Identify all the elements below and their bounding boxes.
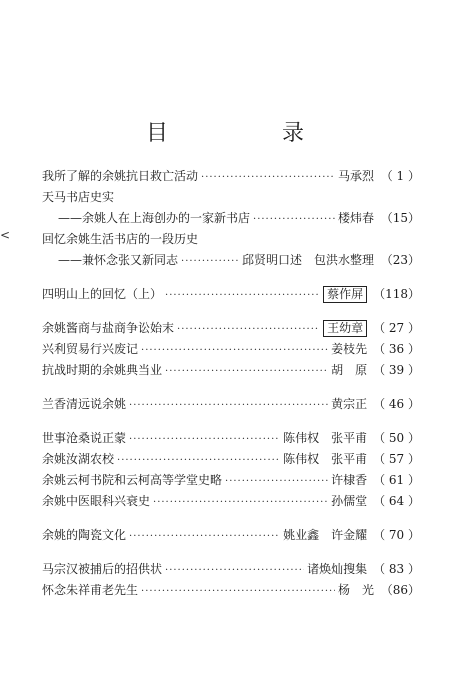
entry-title: 怀念朱祥甫老先生	[42, 583, 139, 597]
entry-title: 世事沧桑说正蒙	[42, 431, 127, 445]
entry-author: 胡 原	[331, 363, 368, 377]
entry-author: 黄宗正	[331, 397, 368, 411]
entry-author: 邱贤明口述 包洪水整理	[241, 253, 374, 267]
toc-entry	[42, 360, 420, 381]
toc-entry-subtitle	[42, 250, 420, 271]
entry-page: （ 46 ）	[373, 397, 420, 411]
dot-leader	[117, 450, 280, 471]
toc-entry	[42, 470, 420, 491]
dot-leader	[129, 429, 280, 450]
entry-title: 兰香清远说余姚	[42, 397, 127, 411]
entry-page: （23）	[380, 253, 420, 267]
entry-title: 我所了解的余姚抗日救亡活动	[42, 169, 199, 183]
group-gap	[42, 546, 420, 559]
entry-title: 余姚云柯书院和云柯高等学堂史略	[42, 473, 223, 487]
dot-leader	[165, 560, 304, 581]
dot-leader	[165, 361, 328, 382]
entry-author: 孙儒堂	[331, 494, 368, 508]
entry-page: （118）	[373, 287, 420, 301]
entry-title: 马宗汉被捕后的招供状	[42, 562, 163, 576]
entry-title: 四明山上的回忆（上）	[42, 287, 163, 301]
dot-leader	[201, 167, 335, 188]
toc-entry	[42, 318, 420, 339]
dot-leader	[141, 581, 335, 602]
table-of-contents	[42, 166, 420, 601]
dot-leader	[129, 395, 328, 416]
dot-leader	[141, 340, 328, 361]
entry-author: 诸焕灿搜集	[307, 562, 368, 576]
toc-entry	[42, 394, 420, 415]
scan-edge-mark: <	[0, 228, 11, 242]
toc-entry	[42, 166, 420, 187]
entry-author: 王幼章	[323, 320, 367, 337]
toc-entry-heading	[42, 187, 420, 208]
page-title: 目 录	[145, 121, 350, 146]
toc-entry	[42, 449, 420, 470]
entry-page: （ 36 ）	[373, 342, 420, 356]
entry-title: 余姚中医眼科兴衰史	[42, 494, 151, 508]
entry-author: 许棣香	[331, 473, 368, 487]
entry-title: 余姚酱商与盐商争讼始末	[42, 321, 175, 335]
entry-author: 蔡作屏	[323, 286, 367, 303]
entry-page: （ 61 ）	[373, 473, 420, 487]
entry-title: ——余姚人在上海创办的一家新书店	[58, 211, 251, 225]
toc-entry-subtitle	[42, 208, 420, 229]
toc-entry	[42, 580, 420, 601]
dot-leader	[225, 471, 328, 492]
toc-entry	[42, 525, 420, 546]
group-gap	[42, 512, 420, 525]
toc-entry	[42, 559, 420, 580]
dot-leader	[181, 251, 239, 272]
entry-page: （ 50 ）	[373, 431, 420, 445]
entry-page: （ 70 ）	[373, 528, 420, 542]
entry-page: （ 1 ）	[380, 169, 420, 183]
dot-leader	[129, 526, 280, 547]
entry-title: 余姚汝湖农校	[42, 452, 115, 466]
toc-entry	[42, 284, 420, 305]
entry-author: 马承烈	[337, 169, 374, 183]
dot-leader	[165, 285, 320, 306]
dot-leader	[153, 492, 328, 513]
entry-title: 回忆余姚生活书店的一段历史	[42, 232, 199, 246]
entry-title: 余姚的陶瓷文化	[42, 528, 127, 542]
toc-entry	[42, 491, 420, 512]
entry-page: （ 57 ）	[373, 452, 420, 466]
toc-entry	[42, 428, 420, 449]
entry-page: （ 27 ）	[373, 321, 420, 335]
entry-title: 天马书店史实	[42, 190, 115, 204]
group-gap	[42, 415, 420, 428]
entry-page: （86）	[380, 583, 420, 597]
entry-page: （ 39 ）	[373, 363, 420, 377]
entry-author: 楼炜春	[337, 211, 374, 225]
entry-author: 陈伟权 张平甫	[283, 431, 368, 445]
entry-page: （ 83 ）	[373, 562, 420, 576]
group-gap	[42, 381, 420, 394]
toc-entry-heading	[42, 229, 420, 250]
entry-author: 姚业鑫 许金耀	[283, 528, 368, 542]
entry-title: 兴利贸易行兴废记	[42, 342, 139, 356]
entry-author: 杨 光	[337, 583, 374, 597]
toc-entry	[42, 339, 420, 360]
entry-title: ——兼怀念张又新同志	[58, 253, 179, 267]
group-gap	[42, 305, 420, 318]
entry-title: 抗战时期的余姚典当业	[42, 363, 163, 377]
entry-page: （15）	[380, 211, 420, 225]
entry-author: 陈伟权 张平甫	[283, 452, 368, 466]
entry-page: （ 64 ）	[373, 494, 420, 508]
dot-leader	[177, 319, 320, 340]
group-gap	[42, 271, 420, 284]
entry-author: 姜枝先	[331, 342, 368, 356]
dot-leader	[253, 209, 335, 230]
